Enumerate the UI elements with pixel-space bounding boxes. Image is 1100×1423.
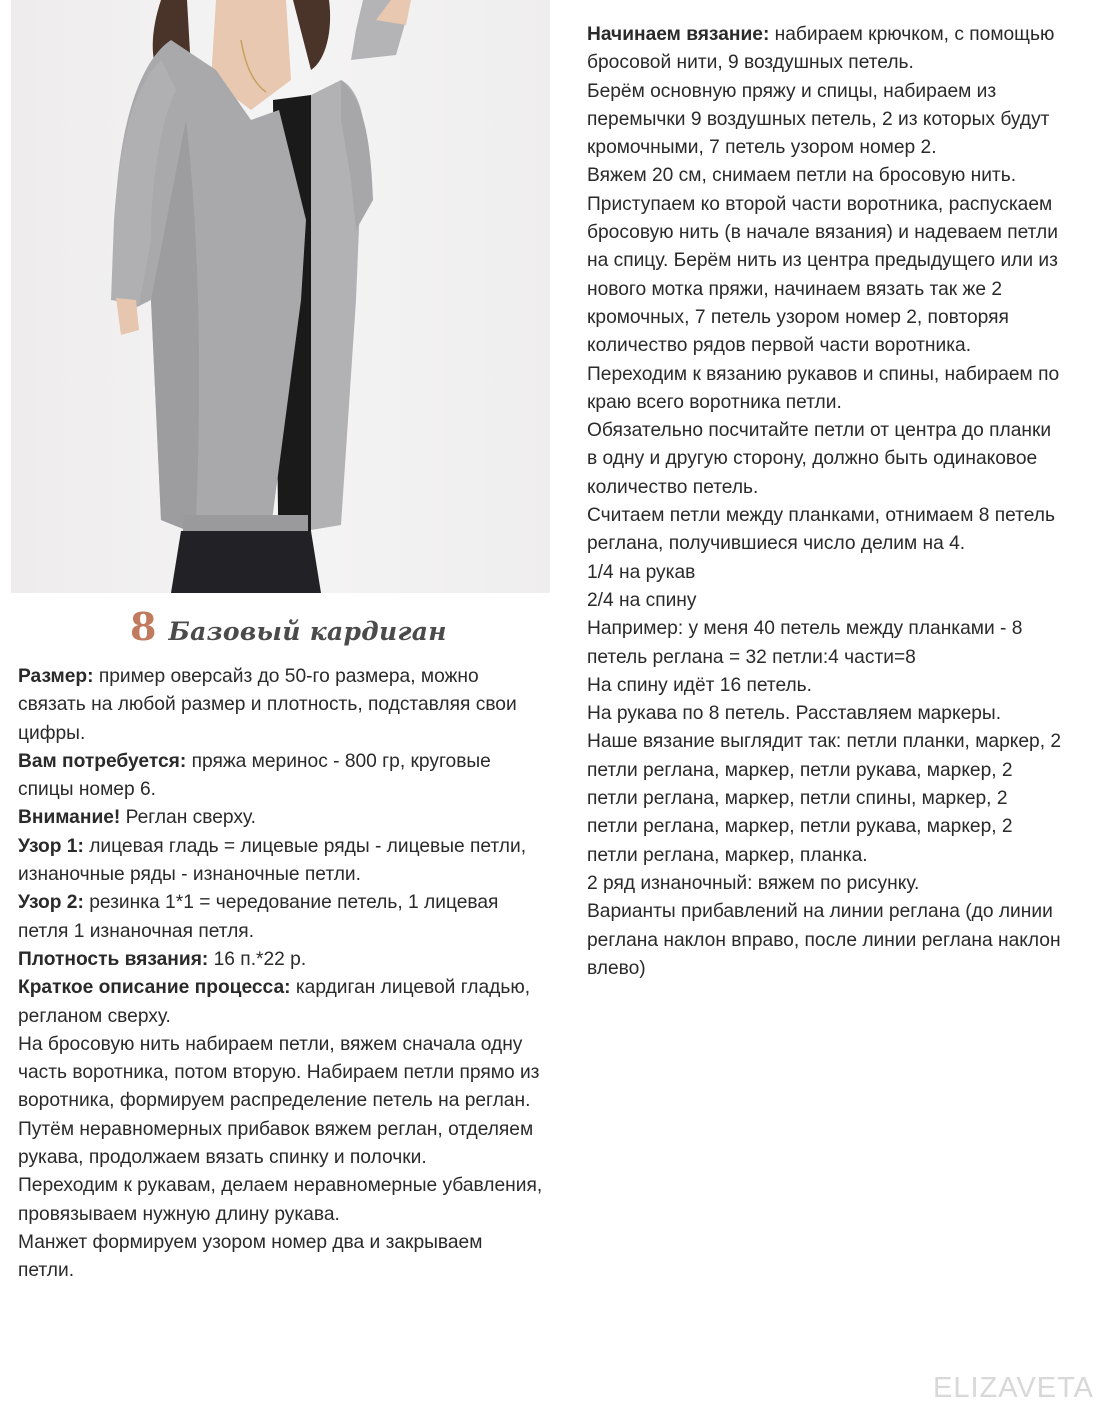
right-column-text (587, 21, 1062, 983)
paragraph (18, 1172, 543, 1229)
paragraph-text: Манжет формируем узором номер два и закрываем петли. (18, 1231, 483, 1282)
paragraph (587, 191, 1062, 361)
cardigan-photo (11, 0, 550, 593)
paragraph-text: Обязательно посчитайте петли от центра до планки в одну и другую сторону, должно быть одинаковое количество петель. (587, 420, 1052, 498)
paragraph-text: Вяжем 20 см, снимаем петли на бросовую нить. (587, 165, 1017, 187)
paragraph (587, 728, 1062, 869)
paragraph-label: Узор 1: (18, 835, 84, 857)
paragraph-label: Размер: (18, 666, 94, 687)
paragraph-text: пример оверсайз до 50-го размера, можно связать на любой размер и плотность, подставляя свои цифры. (18, 666, 517, 744)
paragraph (587, 672, 1062, 700)
paragraph-text: Приступаем ко второй части воротника, распускаем бросовую нить (в начале вязания) и надеваем петли на спицу. Берём нить из центра предыдущего или из нового мотка пряжи, начинаем вязать так же 2 кромочных, 7 петель узором номер 2, повторяя количество рядов первой части воротника. (587, 193, 1058, 357)
paragraph (18, 663, 543, 748)
paragraph-text: На спину идёт 16 петель. (587, 674, 813, 696)
paragraph (587, 615, 1062, 672)
paragraph-text: пряжа меринос - 800 гр, круговые спицы номер 6. (18, 750, 491, 801)
left-column-text (18, 663, 543, 1286)
paragraph (587, 898, 1062, 983)
paragraph-text: Переходим к вязанию рукавов и спины, набираем по краю всего воротника петли. (587, 363, 1060, 413)
paragraph (18, 833, 543, 890)
paragraph (587, 587, 1062, 615)
paragraph (18, 1229, 543, 1286)
paragraph (18, 889, 543, 946)
cardigan-illustration (11, 0, 550, 593)
paragraph-text: 2 ряд изнаночный: вяжем по рисунку. (587, 872, 920, 894)
paragraph (18, 974, 543, 1031)
paragraph-text: 2/4 на спину (587, 589, 697, 611)
paragraph (587, 361, 1062, 418)
paragraph-label: Узор 2: (18, 892, 84, 914)
paragraph-text: Считаем петли между планками, отнимаем 8 петель реглана, получившиеся число делим на 4. (587, 505, 1055, 555)
paragraph-label: Краткое описание процесса: (18, 977, 291, 999)
paragraph (587, 559, 1062, 587)
paragraph-text: Наше вязание выглядит так: петли планки, маркер, 2 петли реглана, маркер, петли рукава, маркер, 2 петли реглана, маркер, петли спины, маркер, 2 петли реглана, маркер, петли рукава, маркер, 2 петли реглана, маркер, планка. (587, 731, 1062, 866)
paragraph-text: кардиган лицевой гладью, регланом сверху. (18, 977, 531, 1027)
paragraph-text: 16 п.*22 р. (208, 948, 307, 970)
paragraph-text: Переходим к рукавам, делаем неравномерные убавления, провязываем нужную длину рукава. (18, 1175, 543, 1225)
paragraph-label: Внимание! (18, 807, 121, 829)
pattern-title (130, 604, 447, 654)
paragraph-text: Например: у меня 40 петель между планками - 8 петель реглана = 32 петли:4 части=8 (587, 618, 1023, 668)
paragraph (587, 78, 1062, 163)
paragraph (18, 804, 543, 832)
paragraph-label: Начинаем вязание: (587, 24, 770, 45)
paragraph-text: На бросовую нить набираем петли, вяжем сначала одну часть воротника, потом вторую. Набираем петли прямо из воротника, формируем распределение петель на реглан. Путём неравномерных прибавок вяжем реглан, отделяем рукава, продолжаем вязать спинку и полочки. (18, 1033, 540, 1169)
paragraph-text: набираем крючком, с помощью бросовой нити, 9 воздушных петель. (587, 24, 1055, 74)
paragraph (18, 946, 543, 974)
paragraph (587, 21, 1062, 78)
paragraph (587, 162, 1062, 190)
paragraph (587, 870, 1062, 898)
paragraph-text: лицевая гладь = лицевые ряды - лицевые петли, изнаночные ряды - изнаночные петли. (18, 835, 527, 886)
paragraph-text: Реглан сверху. (120, 807, 256, 829)
paragraph (587, 700, 1062, 728)
brand-watermark: ELIZAVETA (933, 1372, 1095, 1404)
paragraph (587, 417, 1062, 502)
paragraph-text: 1/4 на рукав (587, 561, 696, 583)
paragraph-label: Плотность вязания: (18, 948, 209, 970)
paragraph-text: резинка 1*1 = чередование петель, 1 лицевая петля 1 изнаночная петля. (18, 892, 499, 942)
paragraph (18, 1031, 543, 1172)
paragraph-label: Вам потребуется: (18, 750, 187, 772)
paragraph (587, 502, 1062, 559)
paragraph-text: Берём основную пряжу и спицы, набираем из перемычки 9 воздушных петель, 2 из которых будут кромочными, 7 петель узором номер 2. (587, 80, 1050, 159)
paragraph-text: На рукава по 8 петель. Расставляем маркеры. (587, 703, 1002, 725)
pattern-name: Базовый кардиган (168, 617, 447, 646)
paragraph (18, 748, 543, 805)
pattern-number: 8 (130, 604, 157, 649)
paragraph-text: Варианты прибавлений на линии реглана (до линии реглана наклон вправо, после линии реглана наклон влево) (587, 901, 1061, 979)
